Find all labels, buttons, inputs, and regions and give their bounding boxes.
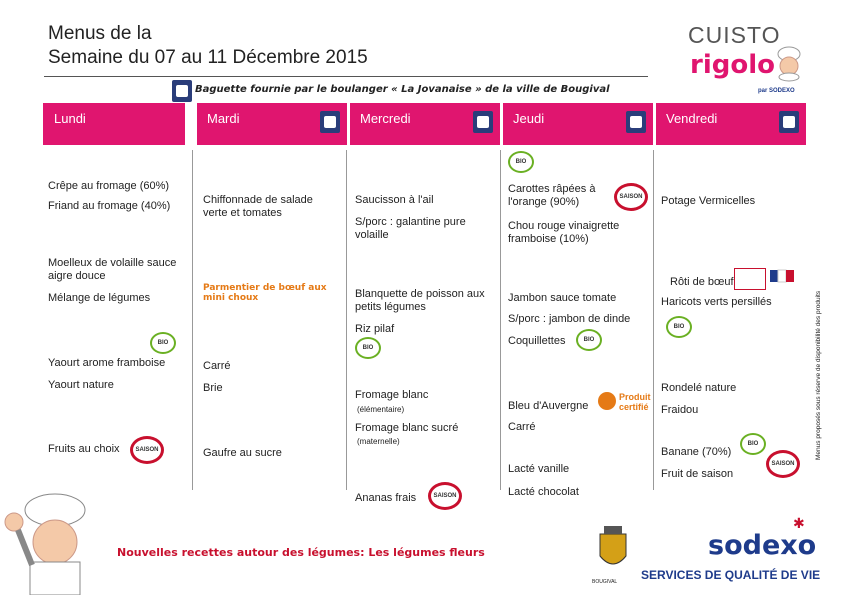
menu-item: Lacté chocolat — [508, 486, 579, 498]
day-label-mardi: Mardi — [207, 111, 240, 126]
flag-icon — [770, 266, 796, 286]
menu-item: Rôti de bœuf — [670, 276, 734, 288]
menu-item: Fraidou — [661, 404, 699, 416]
menu-item: Rondelé nature — [661, 382, 737, 394]
menu-item: Lacté vanille — [508, 463, 570, 475]
nutrition-icon-vendredi — [779, 111, 799, 133]
menu-item: S/porc : jambon de dinde — [508, 313, 631, 325]
sodexo-tagline: SERVICES DE QUALITÉ DE VIE — [641, 568, 821, 582]
availability-note: Menus proposés sous réserve de disponibilité des produits — [815, 290, 822, 460]
menu-item: Yaourt nature — [48, 379, 114, 391]
chef-mascot-icon — [0, 490, 110, 595]
label-rouge-icon — [734, 268, 766, 290]
menu-item: Crêpe au fromage (60%) — [48, 180, 170, 192]
column-divider — [192, 150, 193, 490]
menu-item: Mélange de légumes — [48, 292, 151, 304]
day-label-lundi: Lundi — [54, 111, 86, 126]
menu-item: Fruit de saison — [661, 468, 734, 480]
menu-item: Moelleux de volaille sauce aigre douce — [48, 257, 177, 282]
bio-badge: BIO — [740, 433, 766, 455]
day-label-vendredi: Vendredi — [666, 111, 718, 126]
baguette-note: Baguette fournie par le boulanger « La Jovanaise » de la ville de Bougival — [195, 84, 610, 95]
menu-item: Fromage blanc sucré — [355, 422, 459, 434]
title-divider — [44, 76, 648, 77]
menu-item: Haricots verts persillés — [661, 296, 772, 308]
saison-badge: SAISON — [130, 436, 164, 464]
menu-item: Ananas frais — [355, 492, 417, 504]
menu-item: Friand au fromage (40%) — [48, 200, 171, 212]
page-title — [48, 22, 368, 70]
menu-item: Jambon sauce tomate — [508, 292, 617, 304]
menu-item: Saucisson à l'ail — [355, 194, 434, 206]
column-divider — [346, 150, 347, 490]
nutrition-icon-jeudi — [626, 111, 646, 133]
menu-item: Yaourt arome framboise — [48, 357, 166, 369]
nutrition-icon — [172, 80, 192, 102]
menu-item: Fromage blanc — [355, 389, 429, 401]
bougival-crest-icon — [596, 524, 630, 576]
day-label-jeudi: Jeudi — [513, 111, 545, 126]
menu-item: Chiffonnade de salade verte et tomates — [203, 194, 313, 219]
menu-item: Fruits au choix — [48, 443, 120, 455]
produit-certifie-icon — [598, 392, 616, 410]
menu-item: Bleu d'Auvergne — [508, 400, 589, 412]
nutrition-icon-mercredi — [473, 111, 493, 133]
menu-item: Carré — [508, 421, 536, 433]
menu-item: Banane (70%) — [661, 446, 732, 458]
menu-item-note: (maternelle) — [357, 437, 400, 446]
bio-badge: BIO — [576, 329, 602, 351]
saison-badge: SAISON — [614, 183, 648, 211]
footer-recipes-note: Nouvelles recettes autour des légumes: Les légumes fleurs — [117, 546, 485, 559]
brand-by-sodexo: par SODEXO — [758, 88, 795, 94]
produit-certifie-label: Produit certifié — [619, 392, 651, 412]
menu-item-note: (élémentaire) — [357, 405, 405, 414]
menu-item: Coquillettes — [508, 335, 566, 347]
star-icon: ✱ — [793, 515, 805, 531]
column-divider — [500, 150, 501, 490]
sodexo-logo: sodexo — [708, 530, 817, 561]
bio-badge: BIO — [666, 316, 692, 338]
menu-item: Gaufre au sucre — [203, 447, 282, 459]
brand-cuisto: CUISTO — [688, 22, 781, 48]
saison-badge: SAISON — [766, 450, 800, 478]
column-divider — [653, 150, 654, 490]
bio-badge: BIO — [150, 332, 176, 354]
bio-badge: BIO — [355, 337, 381, 359]
title-line-2: Semaine du 07 au 11 Décembre 2015 — [48, 47, 368, 68]
menu-item: S/porc : galantine pure volaille — [355, 216, 466, 241]
nutrition-icon-mardi — [320, 111, 340, 133]
bio-badge: BIO — [508, 151, 534, 173]
menu-item-new-recipe: Parmentier de bœuf aux mini choux — [203, 283, 327, 303]
menu-item: Chou rouge vinaigrette framboise (10%) — [508, 220, 620, 245]
menu-item: Potage Vermicelles — [661, 195, 756, 207]
menu-item: Carré — [203, 360, 231, 372]
day-label-mercredi: Mercredi — [360, 111, 411, 126]
title-line-1: Menus de la — [48, 23, 152, 44]
brand-rigolo-logo: rigolo — [690, 50, 775, 80]
chef-logo-icon — [776, 46, 802, 82]
menu-item: Blanquette de poisson aux petits légumes — [355, 288, 485, 313]
menu-item: Carottes râpées à l'orange (90%) — [508, 183, 596, 208]
saison-badge: SAISON — [428, 482, 462, 510]
menu-item: Brie — [203, 382, 223, 394]
bougival-label: BOUGIVAL — [592, 579, 618, 585]
menu-item: Riz pilaf — [355, 323, 395, 335]
